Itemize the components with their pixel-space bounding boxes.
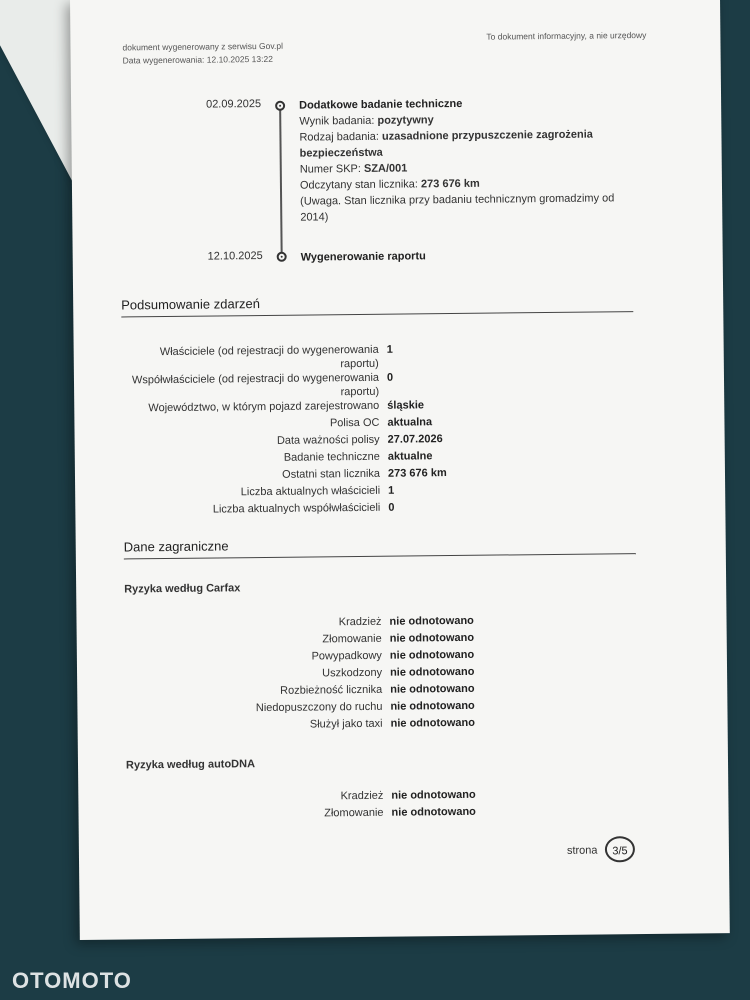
page-label: strona bbox=[566, 844, 598, 857]
odometer-value: 273 676 km bbox=[420, 177, 480, 191]
row-value: nie odnotowano bbox=[390, 716, 475, 730]
row-label: Data ważności polisy bbox=[276, 433, 380, 447]
row-value: aktualna bbox=[387, 416, 433, 429]
row-label: Właściciele (od rejestracji do wygenerowania raportu) bbox=[159, 343, 379, 371]
row-label: Złomowanie bbox=[322, 632, 382, 646]
summary-section-title: Podsumowanie zdarzeń bbox=[121, 292, 633, 317]
row-label: Województwo, w którym pojazd zarejestrowano bbox=[148, 399, 380, 415]
timeline-note: (Uwaga. Stan licznika przy badaniu technicznym gromadzimy od 2014) bbox=[300, 192, 615, 224]
timeline-item bbox=[71, 94, 691, 224]
row-value: nie odnotowano bbox=[389, 665, 475, 679]
timeline-dot-icon bbox=[277, 252, 287, 262]
row-label: Uszkodzony bbox=[322, 666, 383, 680]
timeline-body bbox=[299, 94, 620, 225]
row-value: 273 676 km bbox=[387, 467, 447, 480]
autodna-table bbox=[126, 786, 626, 825]
timeline-title: Dodatkowe badanie techniczne bbox=[299, 97, 463, 112]
foreign-section-title: Dane zagraniczne bbox=[124, 534, 636, 559]
row-value: nie odnotowano bbox=[389, 631, 475, 645]
row-value: nie odnotowano bbox=[390, 699, 475, 713]
page-number-badge: 3/5 bbox=[605, 836, 635, 862]
row-label: Rozbieżność licznika bbox=[280, 683, 383, 697]
row-label: Powypadkowy bbox=[311, 649, 382, 663]
summary-table bbox=[122, 340, 624, 520]
type-label: Rodzaj badania: bbox=[299, 130, 383, 144]
row-label: Złomowanie bbox=[324, 806, 384, 820]
row-value: nie odnotowano bbox=[391, 805, 476, 819]
timeline-item bbox=[73, 245, 693, 264]
result-label: Wynik badania: bbox=[299, 114, 378, 128]
row-value: nie odnotowano bbox=[391, 788, 476, 802]
autodna-title: Ryzyka według autoDNA bbox=[125, 758, 256, 772]
timeline-body bbox=[301, 246, 621, 265]
row-value: nie odnotowano bbox=[389, 614, 474, 628]
row-value: 0 bbox=[386, 371, 394, 384]
row-label: Ostatni stan licznika bbox=[282, 467, 381, 481]
row-label: Badanie techniczne bbox=[283, 450, 380, 464]
header-left bbox=[122, 40, 283, 68]
result-value: pozytywny bbox=[377, 114, 434, 127]
odometer-label: Odczytany stan licznika: bbox=[299, 178, 422, 192]
row-label: Niedopuszczony do ruchu bbox=[255, 700, 383, 715]
timeline-line-type bbox=[299, 126, 619, 161]
carfax-title: Ryzyka według Carfax bbox=[124, 582, 241, 596]
skp-label: Numer SKP: bbox=[299, 162, 365, 176]
row-label: Liczba aktualnych współwłaścicieli bbox=[212, 501, 381, 516]
header-info-right: To dokument informacyjny, a nie urzędowy bbox=[486, 29, 647, 42]
row-label: Kradzież bbox=[338, 615, 382, 629]
row-value: 27.07.2026 bbox=[387, 433, 443, 446]
row-value: 1 bbox=[388, 484, 395, 497]
carfax-table bbox=[124, 612, 625, 736]
row-label: Służył jako taxi bbox=[309, 717, 383, 731]
row-value: 1 bbox=[386, 343, 393, 356]
document-page bbox=[70, 0, 730, 940]
header-date-line: Data wygenerowania: 12.10.2025 13:22 bbox=[122, 53, 273, 66]
row-label: Liczba aktualnych właścicieli bbox=[240, 484, 381, 499]
timeline-dot-icon bbox=[275, 101, 285, 111]
row-value: nie odnotowano bbox=[389, 648, 475, 662]
row-value: nie odnotowano bbox=[390, 682, 475, 696]
row-value: śląskie bbox=[387, 399, 425, 412]
type-value: uzasadnione przypuszczenie zagrożenia bezpieczeństwa bbox=[299, 128, 593, 160]
row-value: aktualne bbox=[387, 450, 433, 463]
timeline-line bbox=[279, 110, 283, 260]
timeline-date: 02.09.2025 bbox=[205, 98, 262, 111]
row-label: Współwłaściciele (od rejestracji do wygenerowania raportu) bbox=[131, 371, 380, 399]
watermark-logo: OTOMOTO bbox=[12, 968, 132, 993]
row-label: Kradzież bbox=[340, 789, 384, 803]
row-label: Polisa OC bbox=[329, 416, 380, 430]
skp-value: SZA/001 bbox=[363, 162, 408, 175]
timeline-date: 12.10.2025 bbox=[207, 249, 263, 263]
row-value: 0 bbox=[388, 501, 395, 514]
timeline-title: Wygenerowanie raportu bbox=[300, 250, 426, 264]
header-generated-line: dokument wygenerowany z serwisu Gov.pl bbox=[122, 40, 284, 53]
